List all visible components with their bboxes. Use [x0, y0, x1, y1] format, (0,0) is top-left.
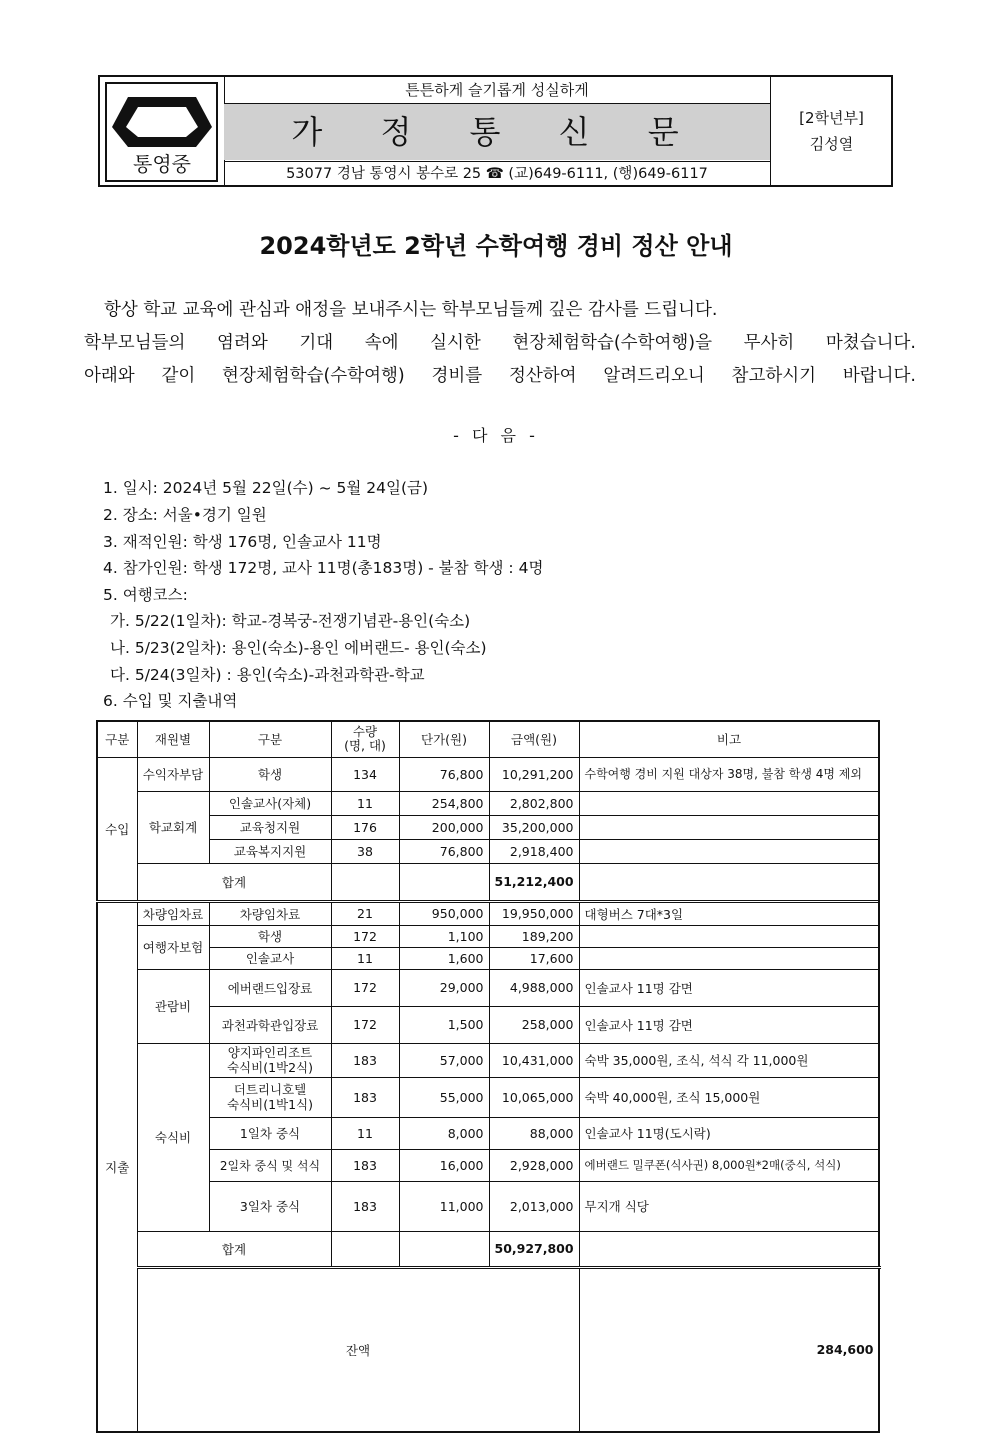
cell-item: 인솔교사(자체) [209, 791, 331, 815]
cell-note: 에버랜드 밀쿠폰(식사권) 8,000원*2매(중식, 석식) [579, 1149, 879, 1181]
item-course: 5. 여행코스: [103, 586, 188, 604]
expense-total-label: 합계 [137, 1231, 331, 1267]
course-day-3: 다. 5/24(3일차) : 용인(숙소)-과천과학관-학교 [110, 666, 425, 684]
item-date: 1. 일시: 2024년 5월 22일(수) ~ 5월 24일(금) [103, 479, 429, 497]
item-participants: 4. 참가인원: 학생 172명, 교사 11명(총183명) - 불참 학생 : 4명 [103, 559, 544, 577]
intro-line-2: 학부모님들의 염려와 기대 속에 실시한 현장체험학습(수학여행)을 무사히 마쳤습니다. [84, 333, 916, 353]
table-row [97, 839, 879, 863]
cell-note [579, 815, 879, 839]
cell-note [579, 925, 879, 947]
cell-item: 인솔교사 [209, 947, 331, 969]
table-row [97, 947, 879, 969]
item-place: 2. 장소: 서울•경기 일원 [103, 506, 267, 524]
cell-qty: 172 [331, 969, 399, 1006]
cell-unit: 76,800 [399, 839, 489, 863]
col-header-source: 재원별 [137, 721, 209, 757]
cell-amount: 4,988,000 [489, 969, 579, 1006]
col-header-item: 구분 [209, 721, 331, 757]
table-row [97, 791, 879, 815]
table-row [97, 1077, 879, 1117]
table-row [97, 925, 879, 947]
cell-item: 학생 [209, 757, 331, 791]
cell-amount: 258,000 [489, 1006, 579, 1043]
col-header-category: 구분 [97, 721, 137, 757]
table-row [97, 1043, 879, 1077]
table-row [97, 1181, 879, 1231]
cell-amount: 35,200,000 [489, 815, 579, 839]
cell-item: 학생 [209, 925, 331, 947]
document-title: 2024학년도 2학년 수학여행 경비 정산 안내 [259, 232, 733, 260]
balance-label: 잔액 [137, 1267, 579, 1432]
cell-source: 학교회계 [137, 791, 209, 863]
cell-unit: 950,000 [399, 901, 489, 925]
table-row [97, 901, 879, 925]
cell-note [579, 839, 879, 863]
cell-unit: 11,000 [399, 1181, 489, 1231]
cell-qty: 134 [331, 757, 399, 791]
budget-table [96, 720, 880, 1433]
cell-amount: 10,065,000 [489, 1077, 579, 1117]
cell-note: 수학여행 경비 지원 대상자 38명, 불참 학생 4명 제외 [579, 757, 879, 791]
cell-qty: 21 [331, 901, 399, 925]
school-address: 53077 경남 통영시 봉수로 25 ☎ (교)649-6111, (행)649-6117 [224, 161, 770, 186]
cell-note: 대형버스 7대*3일 [579, 901, 879, 925]
cell-amount: 10,431,000 [489, 1043, 579, 1077]
balance-amount: 284,600 [579, 1267, 879, 1432]
cell-unit: 254,800 [399, 791, 489, 815]
cell-item: 2일차 중식 및 석식 [209, 1149, 331, 1181]
item-enrolled: 3. 재적인원: 학생 176명, 인솔교사 11명 [103, 533, 382, 551]
cell-qty: 183 [331, 1181, 399, 1231]
cell-amount: 2,013,000 [489, 1181, 579, 1231]
item-budget: 6. 수입 및 지출내역 [103, 692, 238, 710]
letterhead [98, 75, 893, 187]
cell-item: 차량임차료 [209, 901, 331, 925]
cell-qty: 11 [331, 947, 399, 969]
course-day-1: 가. 5/22(1일차): 학교-경복궁-전쟁기념관-용인(숙소) [110, 612, 471, 630]
cell-item: 과천과학관입장료 [209, 1006, 331, 1043]
cell-unit: 57,000 [399, 1043, 489, 1077]
income-label: 수입 [97, 757, 137, 901]
income-total-amount: 51,212,400 [489, 863, 579, 901]
newsletter-title: 가 정 통 신 문 [224, 104, 770, 160]
cell-source: 숙식비 [137, 1043, 209, 1231]
cell-unit: 1,500 [399, 1006, 489, 1043]
svg-text:통영중: 통영중 [133, 152, 191, 176]
cell-source: 여행자보험 [137, 925, 209, 969]
author-name: 김성열 [809, 135, 854, 153]
cell-amount: 2,918,400 [489, 839, 579, 863]
cell-unit: 76,800 [399, 757, 489, 791]
cell-source: 관람비 [137, 969, 209, 1043]
course-day-2: 나. 5/23(2일차): 용인(숙소)-용인 에버랜드- 용인(숙소) [110, 639, 487, 657]
cell-qty: 11 [331, 791, 399, 815]
cell-unit: 8,000 [399, 1117, 489, 1149]
cell-note: 인솔교사 11명(도시락) [579, 1117, 879, 1149]
expense-total-amount: 50,927,800 [489, 1231, 579, 1267]
expense-label: 지출 [97, 901, 137, 1432]
cell-item: 1일차 중식 [209, 1117, 331, 1149]
cell-item: 교육청지원 [209, 815, 331, 839]
author-box [770, 77, 892, 185]
cell-amount: 189,200 [489, 925, 579, 947]
cell-source: 수익자부담 [137, 757, 209, 791]
cell-note: 인솔교사 11명 감면 [579, 969, 879, 1006]
table-row [97, 1006, 879, 1043]
cell-unit: 1,100 [399, 925, 489, 947]
expense-total-row [97, 1231, 879, 1267]
cell-note: 숙박 40,000원, 조식 15,000원 [579, 1077, 879, 1117]
cell-note [579, 791, 879, 815]
cell-qty: 183 [331, 1149, 399, 1181]
department: [2학년부] [799, 109, 864, 127]
balance-row [97, 1267, 879, 1432]
intro-line-3: 아래와 같이 현장체험학습(수학여행) 경비를 정산하여 알려드리오니 참고하시기 바랍니다. [84, 366, 916, 386]
cell-unit: 29,000 [399, 969, 489, 1006]
cell-note [579, 947, 879, 969]
cell-qty: 172 [331, 925, 399, 947]
table-row [97, 757, 879, 791]
col-header-unit: 단가(원) [399, 721, 489, 757]
cell-amount: 19,950,000 [489, 901, 579, 925]
cell-source: 차량임차료 [137, 901, 209, 925]
school-logo [100, 77, 225, 185]
col-header-note: 비고 [579, 721, 879, 757]
table-header-row [97, 721, 879, 757]
cell-item: 에버랜드입장료 [209, 969, 331, 1006]
cell-qty: 172 [331, 1006, 399, 1043]
table-row [97, 1149, 879, 1181]
cell-amount: 2,802,800 [489, 791, 579, 815]
cell-qty: 176 [331, 815, 399, 839]
cell-item: 더트리니호텔 숙식비(1박1식) [209, 1077, 331, 1117]
cell-qty: 38 [331, 839, 399, 863]
cell-note: 인솔교사 11명 감면 [579, 1006, 879, 1043]
table-row [97, 815, 879, 839]
intro-line-1: 항상 학교 교육에 관심과 애정을 보내주시는 학부모님들께 깊은 감사를 드립니다. [104, 300, 718, 320]
col-header-amount: 금액(원) [489, 721, 579, 757]
table-row [97, 1117, 879, 1149]
cell-amount: 10,291,200 [489, 757, 579, 791]
school-motto: 튼튼하게 슬기롭게 성실하게 [224, 77, 770, 104]
cell-unit: 1,600 [399, 947, 489, 969]
cell-note: 숙박 35,000원, 조식, 석식 각 11,000원 [579, 1043, 879, 1077]
income-total-row [97, 863, 879, 901]
cell-amount: 2,928,000 [489, 1149, 579, 1181]
cell-item: 교육복지지원 [209, 839, 331, 863]
section-marker: - 다 음 - [453, 426, 539, 445]
cell-amount: 88,000 [489, 1117, 579, 1149]
col-header-qty: 수량 (명, 대) [331, 721, 399, 757]
income-total-label: 합계 [137, 863, 331, 901]
cell-item: 양지파인리조트 숙식비(1박2식) [209, 1043, 331, 1077]
cell-amount: 17,600 [489, 947, 579, 969]
cell-unit: 55,000 [399, 1077, 489, 1117]
cell-note: 무지개 식당 [579, 1181, 879, 1231]
cell-qty: 183 [331, 1043, 399, 1077]
cell-qty: 183 [331, 1077, 399, 1117]
cell-unit: 16,000 [399, 1149, 489, 1181]
table-row [97, 969, 879, 1006]
cell-item: 3일차 중식 [209, 1181, 331, 1231]
cell-unit: 200,000 [399, 815, 489, 839]
cell-qty: 11 [331, 1117, 399, 1149]
